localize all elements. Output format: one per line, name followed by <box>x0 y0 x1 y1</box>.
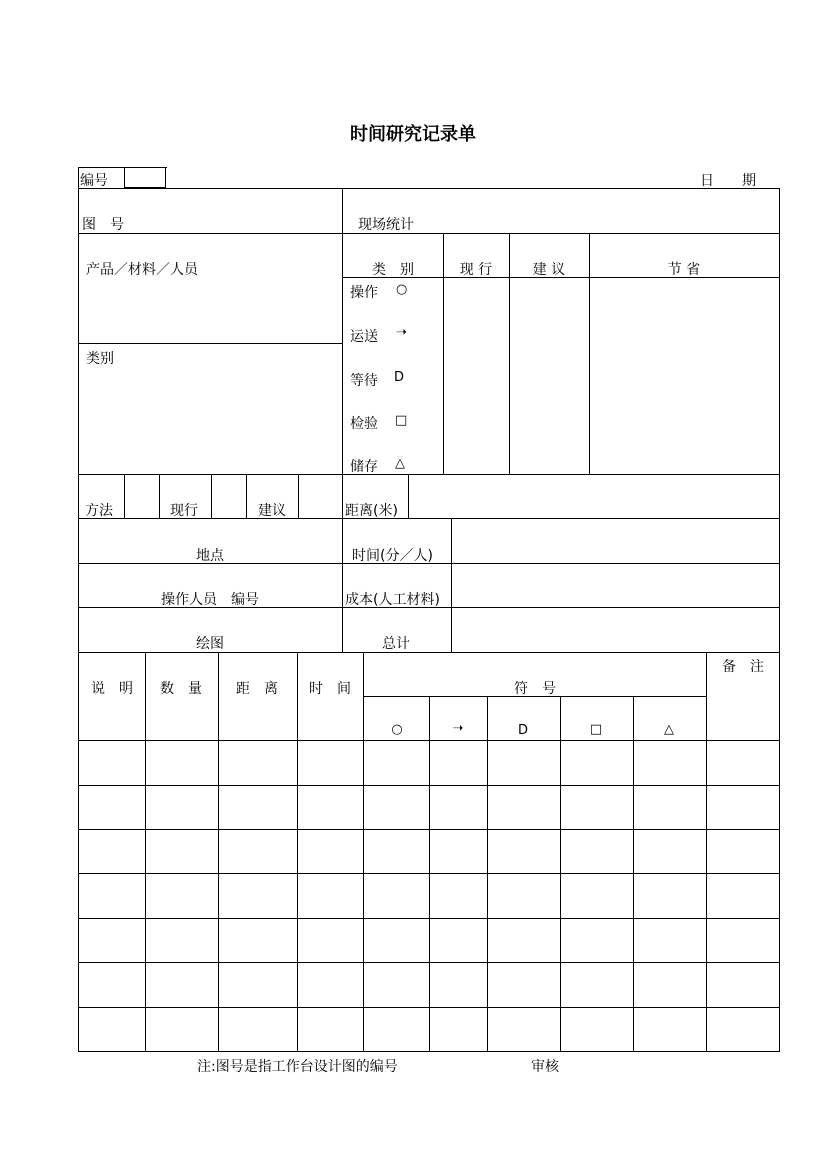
grid-line <box>78 1051 780 1052</box>
grid-line <box>78 1007 780 1008</box>
grid-line <box>78 343 342 344</box>
grid-line <box>451 518 452 652</box>
grid-line <box>78 474 780 475</box>
category-label: 类别 <box>86 351 114 367</box>
grid-line <box>78 652 780 653</box>
grid-line <box>78 167 79 1052</box>
method-proposed-label: 建议 <box>258 503 286 519</box>
method-label: 方法 <box>85 503 113 519</box>
stats-proposed-header: 建 议 <box>532 262 566 278</box>
grid-line <box>429 696 430 1052</box>
grid-line <box>342 474 343 518</box>
detail-symbols-header: 符 号 <box>514 681 556 697</box>
total-label: 总计 <box>382 636 410 652</box>
operation-circle-icon: ○ <box>396 282 408 297</box>
operator-label: 操作人员 编号 <box>161 592 259 608</box>
grid-line <box>78 167 167 168</box>
storage-triangle-icon: △ <box>395 456 405 471</box>
review-label: 审核 <box>531 1059 559 1075</box>
cost-label: 成本(人工材料) <box>345 592 440 608</box>
inspect-square-icon: □ <box>395 413 408 428</box>
stats-row-inspect-label: 检验 <box>350 416 378 432</box>
stats-current-header: 现 行 <box>459 262 493 278</box>
detail-dist-header: 距 离 <box>236 681 278 697</box>
grid-line <box>218 652 219 1052</box>
stats-row-transport-label: 运送 <box>350 329 378 345</box>
grid-line <box>589 233 590 474</box>
grid-line <box>297 652 298 1052</box>
stats-row-storage-label: 储存 <box>350 459 378 475</box>
grid-line <box>145 652 146 1052</box>
stats-type-header: 类 别 <box>372 262 414 278</box>
grid-line <box>560 696 561 1052</box>
detail-time-header: 时 间 <box>309 681 351 697</box>
site-stats-label: 现场统计 <box>358 217 414 233</box>
grid-line <box>78 962 780 963</box>
stats-row-operation-label: 操作 <box>350 285 378 301</box>
grid-line <box>78 740 780 741</box>
page-title: 时间研究记录单 <box>350 124 476 145</box>
date-label: 日 期 <box>700 173 756 189</box>
detail-desc-header: 说 明 <box>91 681 133 697</box>
time-label: 时间(分／人) <box>352 548 433 564</box>
grid-line <box>78 188 780 189</box>
circle-icon: ○ <box>391 722 403 737</box>
product-label: 产品／材料／人员 <box>86 262 198 278</box>
grid-line <box>509 233 510 474</box>
grid-line <box>78 873 780 874</box>
grid-line <box>342 518 343 652</box>
grid-line <box>487 696 488 1052</box>
grid-line <box>342 188 343 474</box>
serial-label: 编号 <box>80 173 108 189</box>
grid-line <box>706 652 707 1052</box>
grid-line <box>78 829 780 830</box>
grid-line <box>211 474 212 518</box>
square-icon: □ <box>589 722 603 737</box>
detail-remarks-header: 备 注 <box>722 659 764 675</box>
grid-line <box>159 474 160 518</box>
grid-line <box>363 652 364 1052</box>
stats-row-wait-label: 等待 <box>350 373 378 389</box>
distance-label: 距离(米) <box>345 503 398 519</box>
wait-d-icon: D <box>394 370 405 385</box>
grid-line <box>779 188 780 1052</box>
grid-line <box>78 233 780 234</box>
grid-line <box>78 785 780 786</box>
drawing-no-label: 图 号 <box>82 217 124 233</box>
serial-field[interactable] <box>124 167 166 188</box>
detail-qty-header: 数 量 <box>160 681 202 697</box>
transport-arrow-icon: ➝ <box>396 325 407 340</box>
triangle-icon: △ <box>664 722 674 737</box>
d-icon: D <box>517 723 529 738</box>
grid-line <box>443 233 444 474</box>
arrow-icon: ➝ <box>452 721 464 736</box>
footer-note: 注:图号是指工作台设计图的编号 <box>197 1059 398 1075</box>
grid-line <box>408 474 409 518</box>
grid-line <box>124 474 125 518</box>
grid-line <box>246 474 247 518</box>
location-label: 地点 <box>196 548 224 564</box>
method-current-label: 现行 <box>170 503 198 519</box>
stats-saving-header: 节 省 <box>667 262 701 278</box>
grid-line <box>78 918 780 919</box>
grid-line <box>633 696 634 1052</box>
grid-line <box>298 474 299 518</box>
drawing-label: 绘图 <box>196 636 224 652</box>
